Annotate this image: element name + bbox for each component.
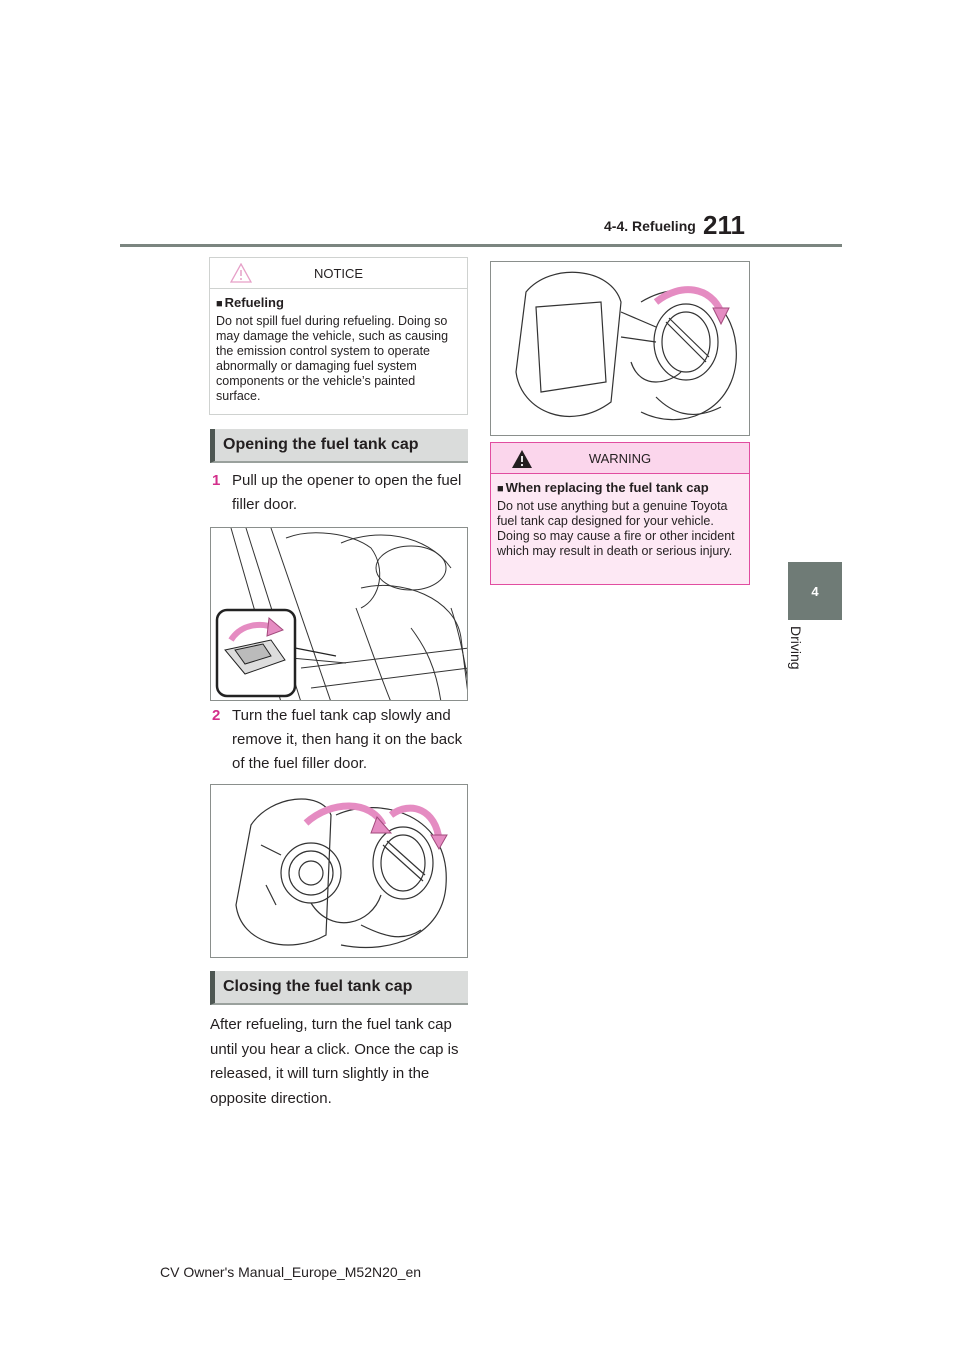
- closing-heading: Closing the fuel tank cap: [210, 971, 468, 1005]
- page-number: 211: [703, 210, 745, 240]
- notice-header: [210, 258, 467, 289]
- warning-header: [491, 443, 749, 474]
- square-bullet-icon: ■: [497, 483, 504, 495]
- notice-text: Do not spill fuel during refueling. Doing so may damage the vehicle, such as causing the emission control system to operate abnormally or damaging fuel system components or the vehicle’s painted surface.: [216, 314, 449, 403]
- header-rule: [120, 244, 842, 247]
- cap-removal-illustration: [210, 784, 468, 958]
- step-text: Pull up the opener to open the fuel filler door.: [232, 472, 462, 513]
- notice-title: NOTICE: [313, 265, 364, 281]
- notice-subheading: ■ Refueling: [216, 295, 284, 310]
- cap-closing-illustration: [490, 261, 750, 436]
- opener-illustration: [210, 527, 468, 701]
- chapter-tab: [788, 562, 842, 620]
- chapter-label: Driving: [788, 626, 804, 670]
- warning-subheading: ■ When replacing the fuel tank cap: [497, 480, 709, 495]
- opening-heading: Opening the fuel tank cap: [210, 429, 468, 463]
- warning-text: Do not use anything but a genuine Toyota fuel tank cap designed for your vehicle. Doing so may cause a fire or other incident which may result in death or serious injury.: [497, 499, 735, 558]
- caution-triangle-icon: [230, 263, 252, 283]
- warning-triangle-icon: [511, 449, 533, 469]
- step-number: 1: [212, 472, 221, 489]
- step-text: Turn the fuel tank cap slowly and remove it, then hang it on the back of the fuel filler door.: [232, 707, 463, 772]
- step-1: [212, 469, 468, 517]
- notice-box: [209, 257, 468, 415]
- step-2: [212, 704, 468, 776]
- warning-box: [490, 442, 750, 585]
- step-number: 2: [212, 707, 221, 724]
- footer-text: CV Owner's Manual_Europe_M52N20_en: [160, 1264, 422, 1280]
- square-bullet-icon: ■: [216, 298, 223, 310]
- section-title: 4-4. Refueling: [604, 218, 696, 234]
- warning-title: WARNING: [588, 450, 652, 466]
- chapter-number: 4: [811, 583, 819, 599]
- closing-text: After refueling, turn the fuel tank cap until you hear a click. Once the cap is released, it will turn slightly in the opposite direction.: [210, 1016, 459, 1107]
